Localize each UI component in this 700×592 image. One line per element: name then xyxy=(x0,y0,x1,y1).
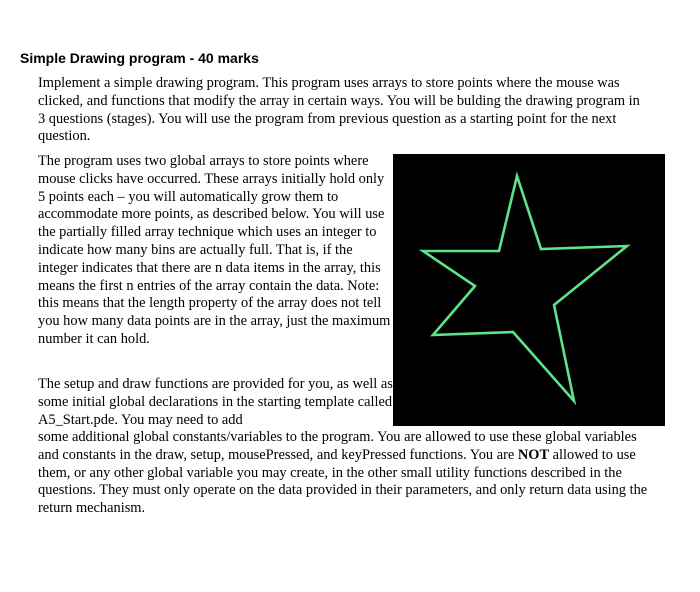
star-outline xyxy=(423,176,627,401)
arrays-paragraph: The program uses two global arrays to store points where mouse clicks have occurred. These arrays initially hold only 5 points each – you will automatically grow them to accommodate more points, as described below. You will use the partially filled array technique which uses an integer to indicate how many bins are actually full. That is, if the integer indicates that there are n data items in the array, this means the first n entries of the array contain the data. Note: this means that the length property of the array does not tell you how many data points are in the array, just the maximum number it can hold. xyxy=(38,153,391,347)
star-drawing xyxy=(393,154,665,426)
drawing-canvas-figure xyxy=(393,154,665,426)
globals-paragraph xyxy=(38,429,650,518)
globals-text-b: allowed to use them, or any other global variable you may create, in the other small utility functions described in the questions. They must only operate on the data provided in their parameters, and only return data using the return mechanism. xyxy=(38,446,648,517)
intro-paragraph: Implement a simple drawing program. This program uses arrays to store points where the mouse was clicked, and functions that modify the array in certain ways. You will be bulding the drawing program in 3 questions (stages). You will use the program from previous question as a starting point for the next question. xyxy=(38,75,640,145)
not-emphasis: NOT xyxy=(517,446,550,463)
globals-text-a: some additional global constants/variables to the program. You are allowed to use these global variables and constants in the draw, setup, mousePressed, and keyPressed functions. You are xyxy=(38,429,637,463)
setup-paragraph: The setup and draw functions are provided for you, as well as some initial global declarations in the starting template called A5_Start.pde. You may need to add xyxy=(38,376,393,428)
section-heading: Simple Drawing program - 40 marks xyxy=(20,50,259,66)
